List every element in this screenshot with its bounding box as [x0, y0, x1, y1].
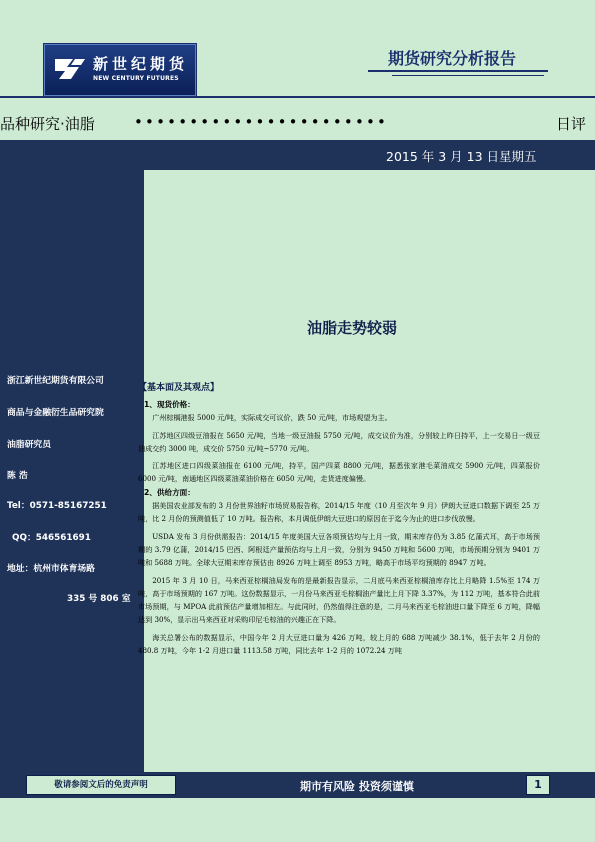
sidebar-company: 浙江新世纪期货有限公司 [7, 376, 104, 386]
sidebar-address: 地址：杭州市体育场路 [7, 564, 95, 574]
header-divider-thin [392, 75, 544, 76]
company-logo [44, 44, 196, 96]
report-type-title: 期货研究分析报告 [388, 49, 517, 68]
spot-paragraph: 江苏地区四级豆油报在 5650 元/吨，当地一级豆油报 5750 元/吨，成交议价为准，分别较上昨日持平，上一交易日一级豆油成交约 3000 吨，成交价 5750 元/吨~5770 元/吨。 [138, 430, 540, 453]
document-title: 油脂走势较弱 [307, 319, 398, 337]
spot-paragraph: 广州棕榈港报 5000 元/吨，实际成交可议价，跌 50 元/吨，市场观望为主。 [152, 413, 392, 423]
report-category: 品种研究·油脂 [0, 115, 95, 133]
spot-paragraph: 江苏地区进口四级菜油报在 6100 元/吨，持平，国产四菜 8800 元/吨，据悉张家港毛菜油成交 5900 元/吨，四菜报价 6000 元/吨，南通地区四级菜油菜油价格在 6050 元/吨，走货进度偏慢。 [138, 461, 540, 484]
supply-paragraph: USDA 发布 3 月份供需报告：2014/15 年度美国大豆各项预估均与上月一致，期末库存仍为 3.85 亿蒲式耳，高于市场预期的 3.79 亿蒲，2014/15 巴西、阿根廷产量预估均与上月一致，分别为 9450 万吨和 5600 万吨，市场预期分别为 9401 万吨和 5688 万吨。全球大豆期末库存预估由 8926 万吨上调至 8953 万吨，略高于市场平均预期的 8947 万吨。 [138, 531, 540, 568]
spot-price-heading: 1、现货价格： [144, 400, 195, 409]
sidebar-institute: 商品与金融衍生品研究院 [7, 408, 104, 418]
supply-paragraph: 据美国农业部发布的 3 月份世界油籽市场贸易报告称，2014/15 年度（10 月至次年 9 月）伊朗大豆进口数据下调至 25 万吨，比 2 月份的预测值低了 10 万吨。报告称，本月调低伊朗大豆进口的原因在于迄今为止的进口步伐放慢。 [138, 501, 540, 524]
header-divider [368, 70, 548, 72]
page-number: 1 [526, 775, 550, 795]
risk-warning: 期市有风险 投资须谨慎 [300, 780, 414, 793]
sidebar-tel: Tel：0571-85167251 [7, 501, 107, 511]
supply-paragraph: 2015 年 3 月 10 日，马来西亚棕榈油局发布的是最新报告显示，二月底马来西亚棕榈油库存比上月略降 1.5%至 174 万吨，高于市场预期的 167 万吨。这份数据显示，一月份马来西亚毛棕榈油产量比上月下降 3.37%，为 112 万吨，基本符合此前市场预期，与 MPOA 此前预估产量增加相左。与此同时，仍然值得注意的是，二月马来西亚毛棕油进口量下降至 6 万吨，降幅达到 30%，显示出马来西亚对采购印尼毛棕油的兴趣正在下降。 [138, 575, 540, 625]
report-date: 2015 年 3 月 13 日星期五 [386, 149, 537, 164]
header-rule [0, 96, 595, 98]
logo-chinese-name: 新世纪期货 [93, 55, 189, 73]
sidebar-address-room: 335 号 806 室 [67, 594, 131, 604]
logo-english-name: NEW CENTURY FUTURES [93, 75, 179, 82]
logo-wing-icon [53, 55, 87, 83]
supply-heading: 2、供给方面： [144, 487, 195, 497]
section-heading: 【基本面及其观点】 [138, 383, 220, 393]
sidebar-analyst-title: 油脂研究员 [7, 440, 51, 450]
sidebar-qq: QQ：546561691 [12, 533, 91, 543]
main-content [138, 380, 540, 657]
disclaimer-link[interactable]: 敬请参阅文后的免责声明 [26, 775, 176, 795]
supply-paragraph: 海关总署公布的数据显示，中国今年 2 月大豆进口量为 426 万吨，较上月的 688 万吨减少 38.1%，低于去年 2 月份的 480.8 万吨，今年 1-2 月进口量 1113.58 万吨，同比去年 1-2 月的 1072.24 万吨 [138, 632, 540, 656]
report-kind: 日评 [556, 115, 587, 133]
dot-leader: ••••••••••••••••••••••• [134, 113, 389, 131]
sidebar-analyst-name: 陈 浩 [7, 471, 28, 481]
